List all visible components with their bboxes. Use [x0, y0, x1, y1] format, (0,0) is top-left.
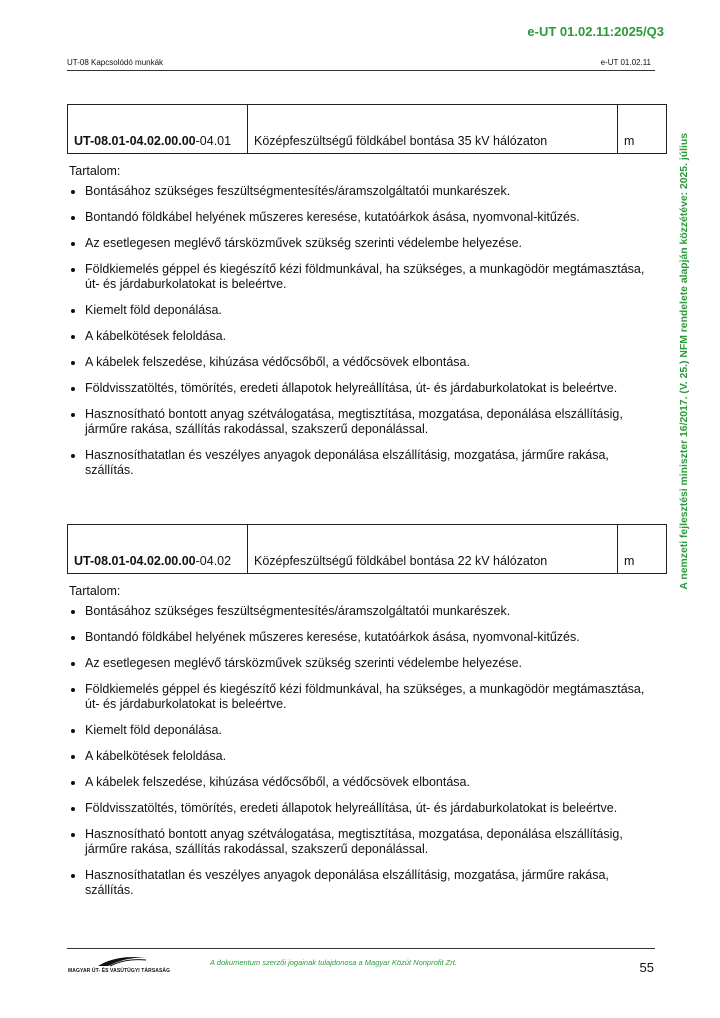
list-item: Földvisszatöltés, tömörítés, eredeti állapotok helyreállítása, út- és járdaburkolatokat is beleértve. [67, 381, 645, 396]
content-list [67, 604, 667, 898]
item-code: UT-08.01-04.02.00.00-04.01 [68, 105, 248, 154]
header-right: e-UT 01.02.11 [600, 58, 651, 67]
item-section-1 [67, 104, 667, 489]
list-item: Hasznosíthatatlan és veszélyes anyagok deponálása elszállításig, mozgatása, járműre rakása, szállítás. [67, 448, 645, 478]
list-item: Bontásához szükséges feszültségmentesítés/áramszolgáltatói munkarészek. [67, 184, 645, 199]
item-unit: m [618, 105, 667, 154]
item-code: UT-08.01-04.02.00.00-04.02 [68, 525, 248, 574]
list-item: Földvisszatöltés, tömörítés, eredeti állapotok helyreállítása, út- és járdaburkolatokat is beleértve. [67, 801, 645, 816]
list-item: Az esetlegesen meglévő társközművek szükség szerinti védelembe helyezése. [67, 236, 645, 251]
list-item: Kiemelt föld deponálása. [67, 723, 645, 738]
society-logo [68, 952, 178, 974]
list-item: Bontandó földkábel helyének műszeres keresése, kutatóárkok ásása, nyomvonal-kitűzés. [67, 630, 645, 645]
list-item: Földkiemelés géppel és kiegészítő kézi földmunkával, ha szükséges, a munkagödör megtámasztása, út- és járdaburkolatokat is beleértve. [67, 262, 645, 292]
side-publication-note [672, 96, 696, 626]
list-item: Bontandó földkábel helyének műszeres keresése, kutatóárkok ásása, nyomvonal-kitűzés. [67, 210, 645, 225]
list-item: Hasznosítható bontott anyag szétválogatása, megtisztítása, mozgatása, deponálása elszállításig, járműre rakása, szállítás rakodással, szakszerű deponálással. [67, 407, 645, 437]
list-item: A kábelek felszedése, kihúzása védőcsőből, a védőcsövek elbontása. [67, 775, 645, 790]
list-item: Hasznosítható bontott anyag szétválogatása, megtisztítása, mozgatása, deponálása elszállításig, járműre rakása, szállítás rakodással, szakszerű deponálással. [67, 827, 645, 857]
list-item: Földkiemelés géppel és kiegészítő kézi földmunkával, ha szükséges, a munkagödör megtámasztása, út- és járdaburkolatokat is beleértve. [67, 682, 645, 712]
item-header-table [67, 104, 667, 154]
footer-divider [67, 948, 655, 949]
document-code: e-UT 01.02.11:2025/Q3 [527, 24, 664, 39]
item-title: Középfeszültségű földkábel bontása 35 kV hálózaton [248, 105, 618, 154]
content-label: Tartalom: [69, 164, 121, 178]
header-left: UT-08 Kapcsolódó munkák [67, 58, 164, 67]
side-note-text: A nemzeti fejlesztési miniszter 16/2017. (V. 25.) NFM rendelete alapján közzétéve: 2025. július [678, 132, 690, 590]
list-item: Bontásához szükséges feszültségmentesítés/áramszolgáltatói munkarészek. [67, 604, 645, 619]
content-label: Tartalom: [69, 584, 121, 598]
copyright-note: A dokumentum szerzői jogainak tulajdonosa a Magyar Közút Nonprofit Zrt. [210, 958, 457, 967]
list-item: A kábelek felszedése, kihúzása védőcsőből, a védőcsövek elbontása. [67, 355, 645, 370]
item-section-2 [67, 524, 667, 909]
item-header-table [67, 524, 667, 574]
logo-text: MAGYAR ÚT- ÉS VASÚTÜGYI TÁRSASÁG [68, 968, 171, 974]
item-unit: m [618, 525, 667, 574]
list-item: Az esetlegesen meglévő társközművek szükség szerinti védelembe helyezése. [67, 656, 645, 671]
running-header [67, 58, 655, 71]
item-title: Középfeszültségű földkábel bontása 22 kV hálózaton [248, 525, 618, 574]
list-item: A kábelkötések feloldása. [67, 749, 645, 764]
logo-swoosh-icon [68, 952, 178, 968]
content-list [67, 184, 667, 478]
page-number: 55 [639, 960, 654, 975]
list-item: Hasznosíthatatlan és veszélyes anyagok deponálása elszállításig, mozgatása, járműre rakása, szállítás. [67, 868, 645, 898]
list-item: A kábelkötések feloldása. [67, 329, 645, 344]
list-item: Kiemelt föld deponálása. [67, 303, 645, 318]
